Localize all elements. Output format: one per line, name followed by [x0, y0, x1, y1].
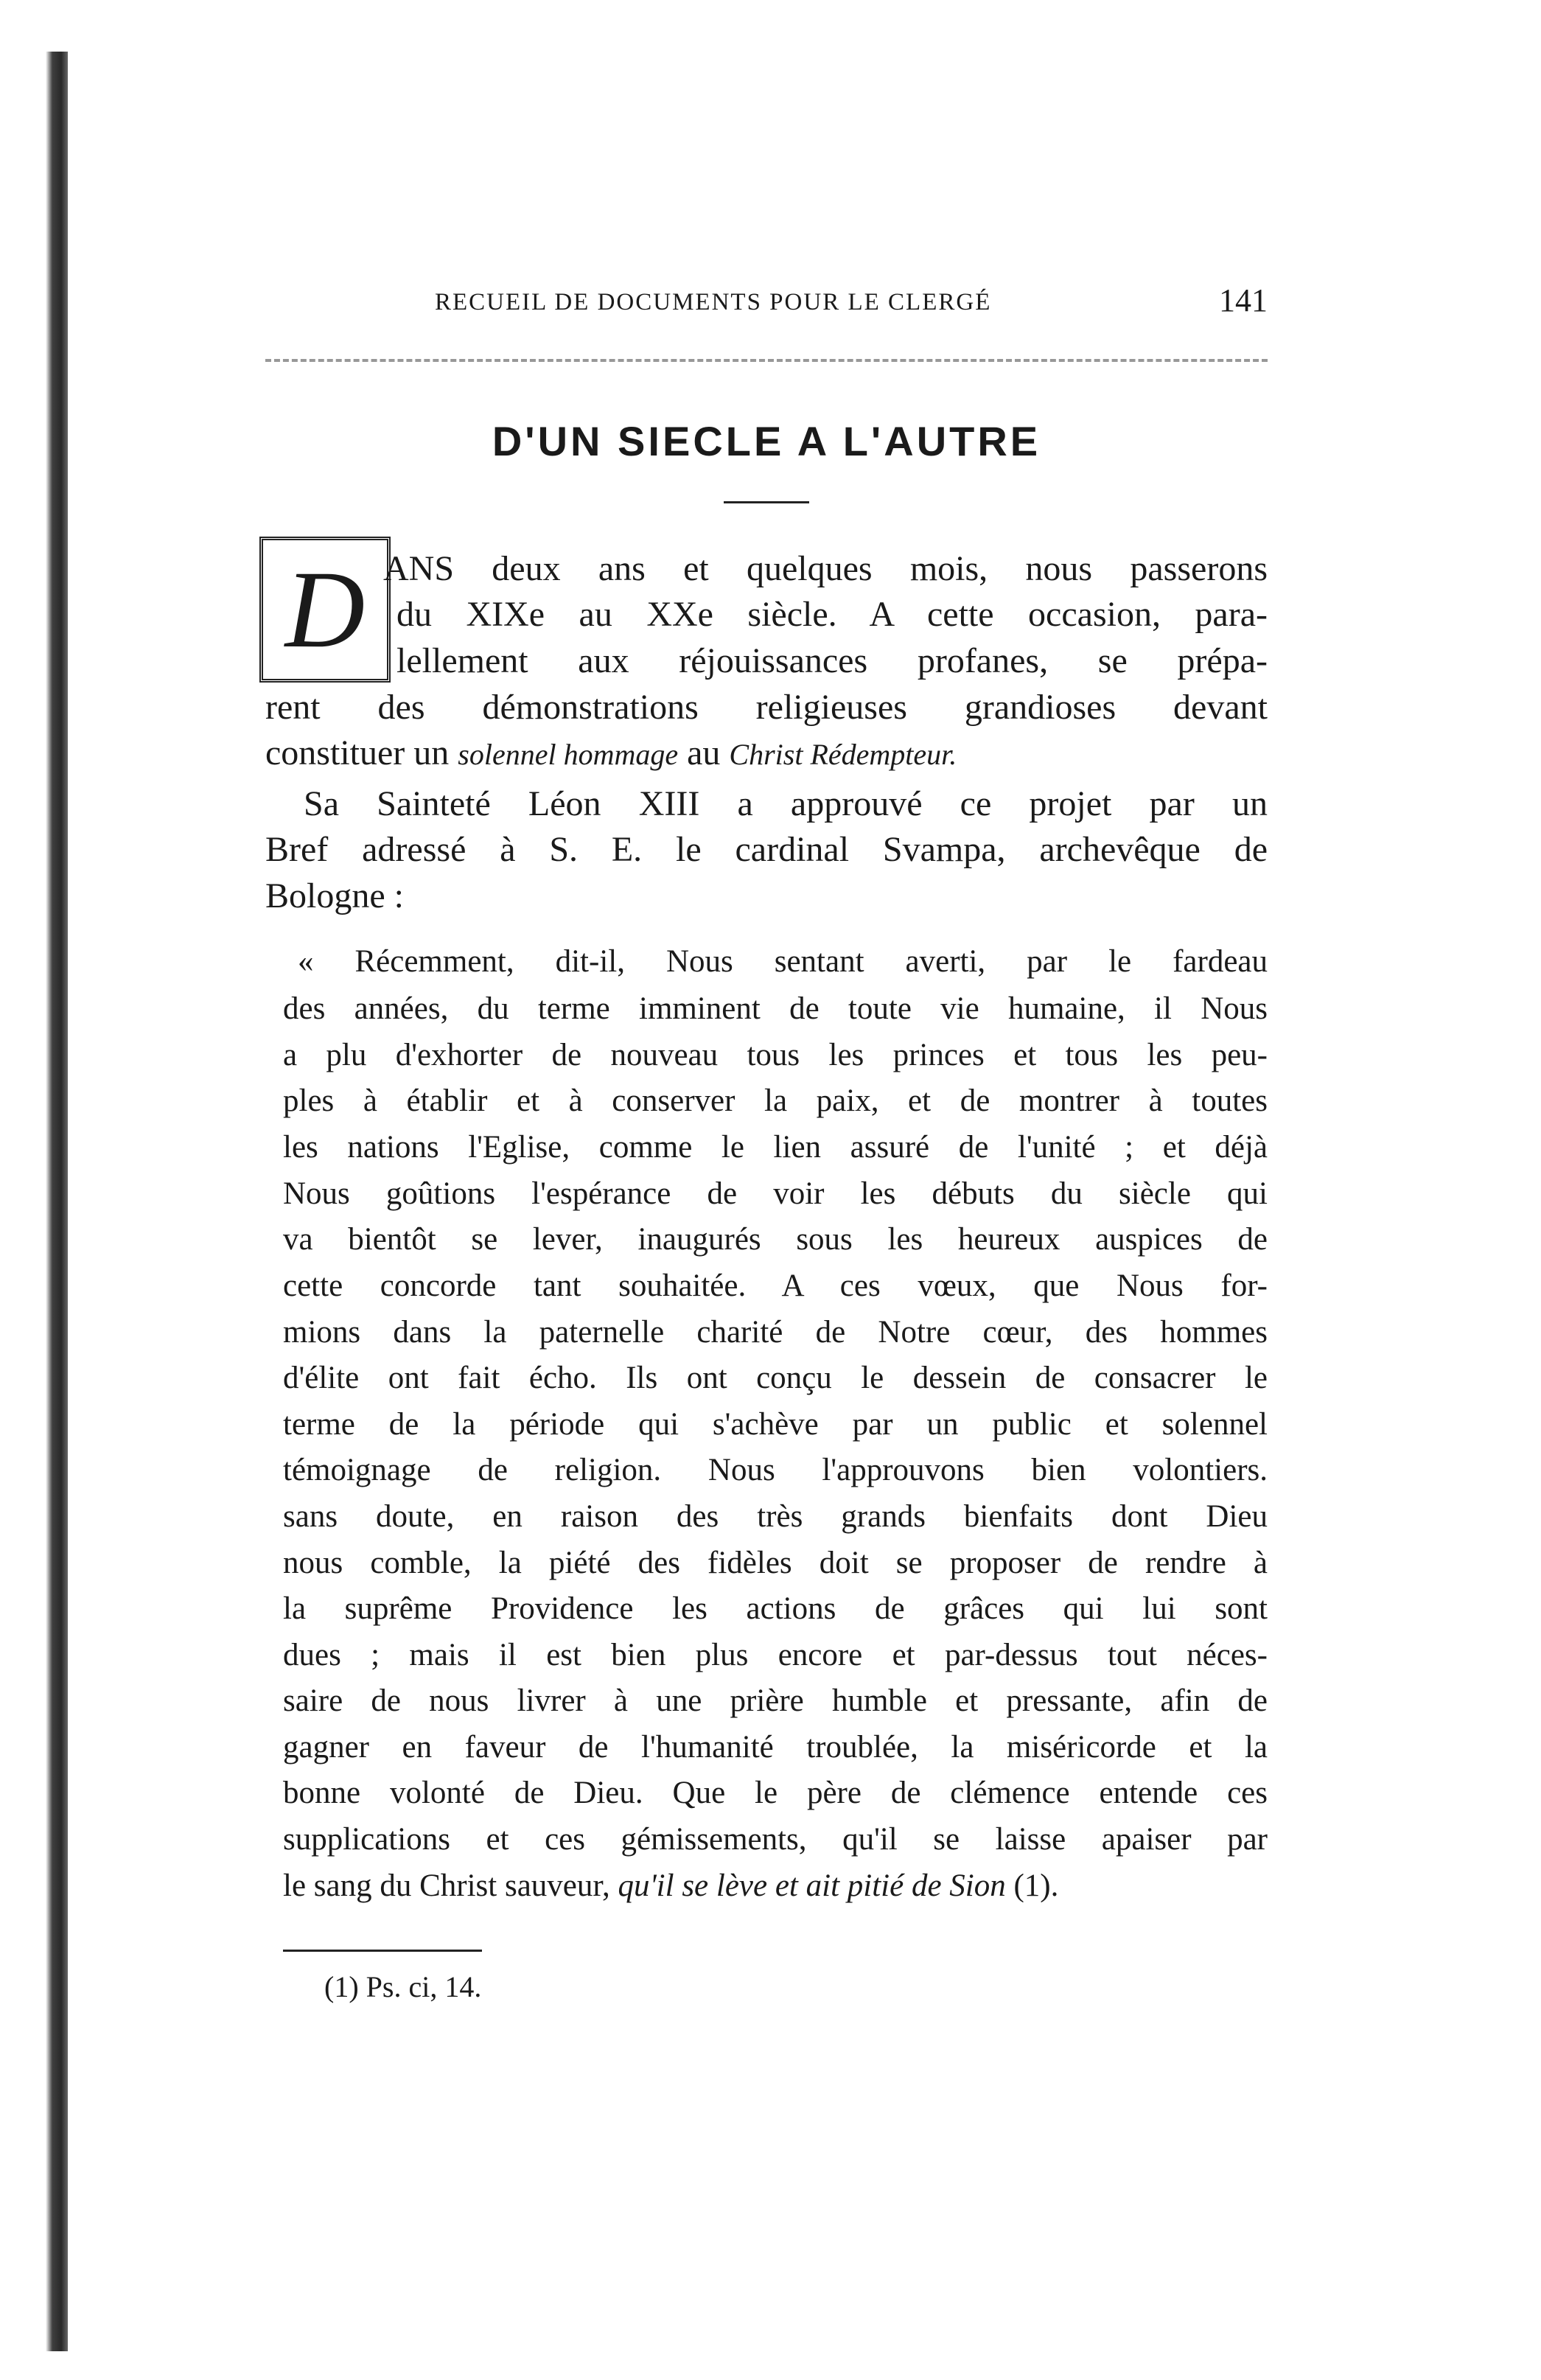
paragraph-1-line-2: du XIXe au XXe siècle. A cette occasion, para-	[396, 595, 1268, 634]
quote-line: ples à établir et à conserver la paix, et de montrer à toutes	[283, 1083, 1268, 1118]
quote-line: gagner en faveur de l'humanité troublée, la miséricorde et la	[283, 1730, 1268, 1765]
paragraph-2-line-2: Bref adressé à S. E. le cardinal Svampa, archevêque de	[265, 830, 1268, 869]
paragraph-2-line-3: Bologne :	[265, 876, 404, 915]
running-head	[265, 282, 1268, 326]
header-rule	[265, 359, 1268, 362]
footnote: (1) Ps. ci, 14.	[324, 1970, 482, 2003]
paragraph-1-line-1: ANS deux ans et quelques mois, nous passerons	[383, 549, 1268, 588]
article-title: D'UN SIECLE A L'AUTRE	[492, 418, 1041, 464]
title-rule	[724, 501, 809, 503]
quote-line: cette concorde tant souhaitée. A ces vœux, que Nous for-	[283, 1268, 1268, 1303]
footnote-rule	[283, 1950, 482, 1952]
quote-line: mions dans la paternelle charité de Notre cœur, des hommes	[283, 1315, 1268, 1350]
quote-line: les nations l'Eglise, comme le lien assuré de l'unité ; et déjà	[283, 1130, 1268, 1165]
quote-line: des années, du terme imminent de toute vie humaine, il Nous	[283, 991, 1268, 1026]
drop-cap-ornament: D	[259, 537, 391, 683]
quote-line: témoignage de religion. Nous l'approuvons bien volontiers.	[283, 1453, 1268, 1487]
quote-line: a plu d'exhorter de nouveau tous les princes et tous les peu-	[283, 1038, 1268, 1072]
quote-last-line: le sang du Christ sauveur, qu'il se lève et ait pitié de Sion (1).	[283, 1868, 1059, 1903]
quote-line: d'élite ont fait écho. Ils ont conçu le dessein de consacrer le	[283, 1361, 1268, 1395]
paragraph-1-line-3: lellement aux réjouissances profanes, se prépa-	[396, 641, 1268, 680]
paragraph-2-line-1: Sa Sainteté Léon XIII a approuvé ce projet par un	[304, 784, 1268, 823]
quote-line: « Récemment, dit-il, Nous sentant averti, par le fardeau	[298, 944, 1268, 979]
running-title: RECUEIL DE DOCUMENTS POUR LE CLERGÉ	[435, 289, 992, 315]
paragraph-1-line-5: constituer un solennel hommage au Christ Rédempteur.	[265, 733, 957, 772]
quote-line: supplications et ces gémissements, qu'il se laisse apaiser par	[283, 1822, 1268, 1857]
paragraph-1-line-4: rent des démonstrations religieuses grandioses devant	[265, 688, 1268, 727]
quote-line: sans doute, en raison des très grands bienfaits dont Dieu	[283, 1499, 1268, 1534]
quote-line: la suprême Providence les actions de grâces qui lui sont	[283, 1591, 1268, 1626]
quote-line: saire de nous livrer à une prière humble et pressante, afin de	[283, 1683, 1268, 1718]
quote-line: Nous goûtions l'espérance de voir les débuts du siècle qui	[283, 1176, 1268, 1211]
binding-edge	[46, 52, 68, 2351]
quote-line: nous comble, la piété des fidèles doit se proposer de rendre à	[283, 1546, 1268, 1580]
quote-line: terme de la période qui s'achève par un public et solennel	[283, 1407, 1268, 1442]
quote-line: bonne volonté de Dieu. Que le père de clémence entende ces	[283, 1776, 1268, 1810]
quote-line: dues ; mais il est bien plus encore et par-dessus tout néces-	[283, 1638, 1268, 1672]
quote-line: va bientôt se lever, inaugurés sous les heureux auspices de	[283, 1222, 1268, 1257]
page-number: 141	[1219, 282, 1268, 318]
